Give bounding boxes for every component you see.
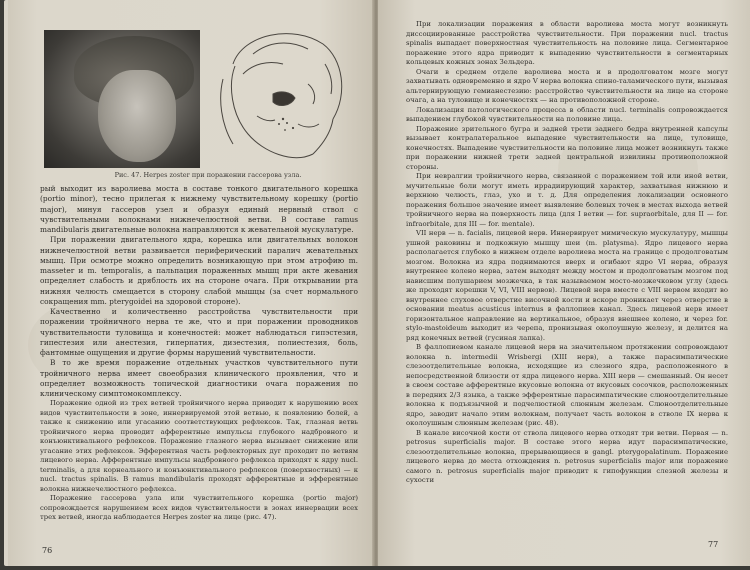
right-page	[378, 0, 750, 566]
page-number: 77	[708, 540, 719, 549]
left-text-block	[40, 184, 358, 523]
paragraph: В то же время поражение отдельных участков чувствительного пути тройничного нерва имеет своеобразия клинического проявления, что и определяет возможность топической диагностики очага поражения по клиническому симптомокомплексу.	[40, 358, 358, 398]
paragraph: VII нерв — n. facialis, лицевой нерв. Иннервирует мимическую мускулатуру, мышцы ушной раковины и подкожную мышцу шеи (m. platysma). Ядро лицевого нерва располагается глубоко в нижнем отделе варолиева моста на границе с продолговатым мозгом. Волокна из ядра поднимаются вверх и огибают ядро VI нерва, образуя внутреннее колено нерва, затем выходят между мостом и продолговатым мозгом под нависшим полушарием мозжечка, в так называемом мосто-мозжечковом углу (здесь же проходят корешки V, VI, VIII нервов). Лицевой нерв вместе с VIII нервом входит во внутреннее слуховое отверстие височной кости и вскоре проникает через отверстие в основании meatus acusticus internus в фаллопиев канал. Здесь лицевой нерв имеет горизонтальное направление на вертикальное, образуя внешнее колено, и через for. stylo-mastoideum выходит из черепа, пронизывая околоушную железу, и делится на ряд конечных ветвей (гусиная лапка).	[406, 229, 728, 342]
paragraph: В канале височной кости от ствола лицевого нерва отходят три ветви. Первая — n. petrosus superficialis major. В составе этого нерва идут парасимпатические, слезоотделительные волокна, прерывающиеся в gangl. pterygopalatinum. Поражение лицевого нерва до места отхождения n. petrosus superficialis major или поражение самого n. petrosus superficialis major приводит к гипофункции слезной железы и сухости	[406, 428, 728, 484]
patient-photo	[44, 30, 200, 168]
left-page	[8, 0, 374, 566]
paragraph: Поражение зрительного бугра и задней трети заднего бедра внутренней капсулы вызывает контралатеральное выпадение чувствительности на лице, туловище, конечностях. Выпадение чувствительности на половине лица может возникнуть также при поражении нижней трети задней центральной извилины противоположной стороны.	[406, 124, 728, 171]
face-sketch-drawing	[213, 24, 361, 170]
paragraph: При локализации поражения в области варолиева моста могут возникнуть диссоциированные расстройства чувствительности. При поражении nucl. tractus spinalis выпадает поверхностная чувствительность на половине лица. Сегментарное поражение этого ядра приводит к выпадению чувствительности в сегментарных кольцевых кожных зонах Зельдера.	[406, 20, 728, 66]
figure-caption: Рис. 47. Herpes zoster при поражении гассерова узла.	[114, 171, 302, 179]
right-text-block	[406, 20, 728, 486]
paragraph: Качественно и количественно расстройства чувствительности при поражении тройничного нерва те же, что и при поражении проводников чувствительности туловища и конечностей: может наблюдаться гипэстезия, гипестезия или анестезия, гиперпатия, дизестезия, полиестезия, боль, фантомные ощущения и другие формы нарушений чувствительности.	[40, 307, 358, 357]
paragraph: Поражение гассерова узла или чувствительного корешка (portio major) сопровождается нарушением всех видов чувствительности в зонах иннервации всех трех ветвей, иногда наблюдается Herpes zoster на лице (рис. 47).	[40, 494, 358, 522]
paragraph: рый выходит из варолиева моста в составе тонкого двигательного корешка (portio minor), тесно прилегая к нижнему чувствительному корешку (portio major), минуя гассеров узел и образуя единый нервный ствол с чувствительными волокнами нижнечелюстной ветви. В составе ramus mandibularis двигательные волокна направляются к жевательной мускулатуре.	[40, 184, 358, 234]
paragraph: При поражении двигательного ядра, корешка или двигательных волокон нижнечелюстной ветви развивается периферический паралич жевательных мышц. При осмотре можно определить возникающую при этом атрофию m. masseter и m. temporalis, а пальпация пораженных мышц при акте жевания определяет слабость и дряблость их на стороне очага. При открывании рта нижняя челюсть смещается в сторону слабой мышцы (за счет нормального сокращения mm. pterygoidei на здоровой стороне).	[40, 235, 358, 306]
paragraph: Локализация патологического процесса в области nucl. terminalis сопровождается выпадением глубокой чувствительности на половине лица.	[406, 105, 728, 123]
paragraph: Поражение одной из трех ветвей тройничного нерва приводит к нарушению всех видов чувствительности в зоне, иннервируемой этой ветвью, к появлению болей, а также к снижению или угасанию соответствующих рефлексов. Так, глазная ветвь тройничного нерва проводит афферентные импульсы глубокого надбровного и конъюнктивального рефлексов. Поражение глазного нерва вызывает снижение или угасание этих рефлексов. Эфферентная часть рефлекторных дуг проходит по ветвям лицевого нерва. Афферентные импульсы надбровного рефлекса приходят к ядру nucl. terminalis, а для корнеального и конъюнктивального рефлексов (поверхностных) — к nucl. tractus spinalis. В ramus mandibularis проходят афферентные и эфферентные волокна нижнечелюстного рефлекса.	[40, 399, 358, 493]
book-spread	[4, 0, 746, 566]
paragraph: При невралгии тройничного нерва, связанной с поражением той или иной ветви, мучительные боли могут иметь иррадиирующий характер, захватывая нижнюю и верхнюю челюсть, глаз, ухо и т. д. Для определения локализации основного поражения большое значение имеет выявление болевых точек в местах выхода ветвей тройничного нерва на поверхность лица (для I ветви — for. supraorbitale, для II — for. infraorbitale, для III — for. mentale).	[406, 172, 728, 228]
paragraph: Очаги в среднем отделе варолиева моста и в продолговатом мозге могут захватывать одновременно и ядро V нерва волокна спино-таламического пути, вызывая альтернирующую гемианестезию: расстройство чувствительности на лице на стороне очага, а на туловище и конечностях — на противоположной стороне.	[406, 67, 728, 104]
paragraph: В фаллопиевом канале лицевой нерв на значительном протяжении сопровождают волокна n. intermedii Wrisbergi (XIII нерв), а также парасимпатические слезоотделительные волокна, исходящие из слезного ядра, расположенного в непосредственной близости от ядра лицевого нерва. XIII нерв — смешанный. Он несет в своем составе афферентные вкусовые волокна от вкусовых сосочков, расположенных в передних 2/3 языка, а также эфферентные парасимпатические слюноотделительные волокна к подъязычной и подчелюстной слюнным железам. Слюноотделительные ядро, заводит начало этим волокнам, получает часть волокон в стволе IX нерва к околоушным слюнным железам (рис. 48).	[406, 343, 728, 427]
photo-face	[98, 70, 176, 162]
page-number: 76	[42, 546, 53, 555]
